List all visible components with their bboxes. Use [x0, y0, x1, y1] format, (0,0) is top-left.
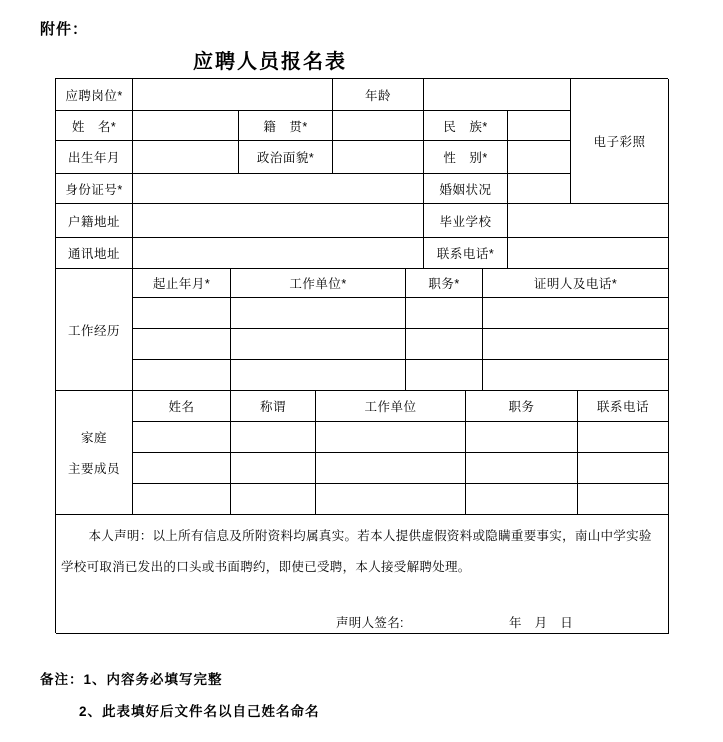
- marital-status-field: [508, 174, 571, 204]
- registered-address-field: [133, 204, 424, 238]
- photo-cell: 电子彩照: [571, 79, 669, 204]
- family-row1-phone-field: [578, 422, 669, 453]
- family-row3-name-field: [133, 484, 231, 515]
- work-row3-dates-field: [133, 360, 231, 391]
- family-row2-name-field: [133, 453, 231, 484]
- family-section-label-line2: 主要成员: [67, 462, 120, 476]
- age-label: 年龄: [333, 79, 424, 111]
- mailing-address-label: 通讯地址: [56, 238, 133, 269]
- graduate-school-field: [508, 204, 669, 238]
- birth-date-label: 出生年月: [56, 141, 133, 174]
- family-row2-phone-field: [578, 453, 669, 484]
- native-place-label: 籍 贯*: [239, 111, 333, 141]
- work-row1-reference-field: [483, 298, 669, 329]
- family-row1-relation-field: [231, 422, 316, 453]
- native-place-field: [333, 111, 424, 141]
- work-row3-reference-field: [483, 360, 669, 391]
- work-row2-reference-field: [483, 329, 669, 360]
- work-row1-employer-field: [231, 298, 406, 329]
- family-row3-position-field: [466, 484, 578, 515]
- id-number-field: [133, 174, 424, 204]
- family-section-label-line1: 家庭: [80, 431, 107, 445]
- work-col-header-reference: 证明人及电话*: [483, 269, 669, 298]
- note-line-1: 备注：1、内容务必填写完整: [40, 672, 223, 687]
- family-row1-position-field: [466, 422, 578, 453]
- name-field: [133, 111, 239, 141]
- mailing-address-field: [133, 238, 424, 269]
- work-col-header-dates: 起止年月*: [133, 269, 231, 298]
- family-row2-position-field: [466, 453, 578, 484]
- registered-address-label: 户籍地址: [56, 204, 133, 238]
- work-col-header-employer: 工作单位*: [231, 269, 406, 298]
- gender-field: [508, 141, 571, 174]
- work-row3-position-field: [406, 360, 483, 391]
- job-position-label: 应聘岗位*: [56, 79, 133, 111]
- work-history-section-label: 工作经历: [56, 269, 133, 391]
- family-row1-name-field: [133, 422, 231, 453]
- contact-phone-field: [508, 238, 669, 269]
- ethnicity-label: 民 族*: [424, 111, 508, 141]
- work-row1-dates-field: [133, 298, 231, 329]
- work-col-header-position: 职务*: [406, 269, 483, 298]
- attachment-label: 附件：: [40, 21, 89, 38]
- graduate-school-label: 毕业学校: [424, 204, 508, 238]
- family-col-header-employer: 工作单位: [316, 391, 466, 422]
- work-row2-employer-field: [231, 329, 406, 360]
- birth-date-field: [133, 141, 239, 174]
- declaration-cell: [56, 515, 669, 634]
- family-row2-relation-field: [231, 453, 316, 484]
- name-label: 姓 名*: [56, 111, 133, 141]
- work-row3-employer-field: [231, 360, 406, 391]
- note-line-2: 2、此表填好后文件名以自己姓名命名: [79, 704, 320, 719]
- ethnicity-field: [508, 111, 571, 141]
- job-position-field: [133, 79, 333, 111]
- signature-label: 声明人签名:: [336, 616, 404, 630]
- family-row3-phone-field: [578, 484, 669, 515]
- family-row3-employer-field: [316, 484, 466, 515]
- id-number-label: 身份证号*: [56, 174, 133, 204]
- gender-label: 性 别*: [424, 141, 508, 174]
- family-col-header-name: 姓名: [133, 391, 231, 422]
- marital-status-label: 婚姻状况: [424, 174, 508, 204]
- family-row2-employer-field: [316, 453, 466, 484]
- family-col-header-relation: 称谓: [231, 391, 316, 422]
- political-status-field: [333, 141, 424, 174]
- work-row1-position-field: [406, 298, 483, 329]
- application-form-table: [55, 78, 668, 633]
- date-label: 年 月 日: [509, 616, 574, 630]
- age-field: [424, 79, 571, 111]
- work-row2-dates-field: [133, 329, 231, 360]
- family-row1-employer-field: [316, 422, 466, 453]
- family-col-header-position: 职务: [466, 391, 578, 422]
- declaration-text: 本人声明：以上所有信息及所附资料均属真实。若本人提供虚假资料或隐瞒重要事实，南山中学实验学校可取消已发出的口头或书面聘约，即使已受聘，本人接受解聘处理。: [61, 529, 652, 574]
- family-row3-relation-field: [231, 484, 316, 515]
- work-row2-position-field: [406, 329, 483, 360]
- family-section-label: [56, 391, 133, 515]
- political-status-label: 政治面貌*: [239, 141, 333, 174]
- contact-phone-label: 联系电话*: [424, 238, 508, 269]
- family-col-header-phone: 联系电话: [578, 391, 669, 422]
- form-title: 应聘人员报名表: [193, 51, 347, 73]
